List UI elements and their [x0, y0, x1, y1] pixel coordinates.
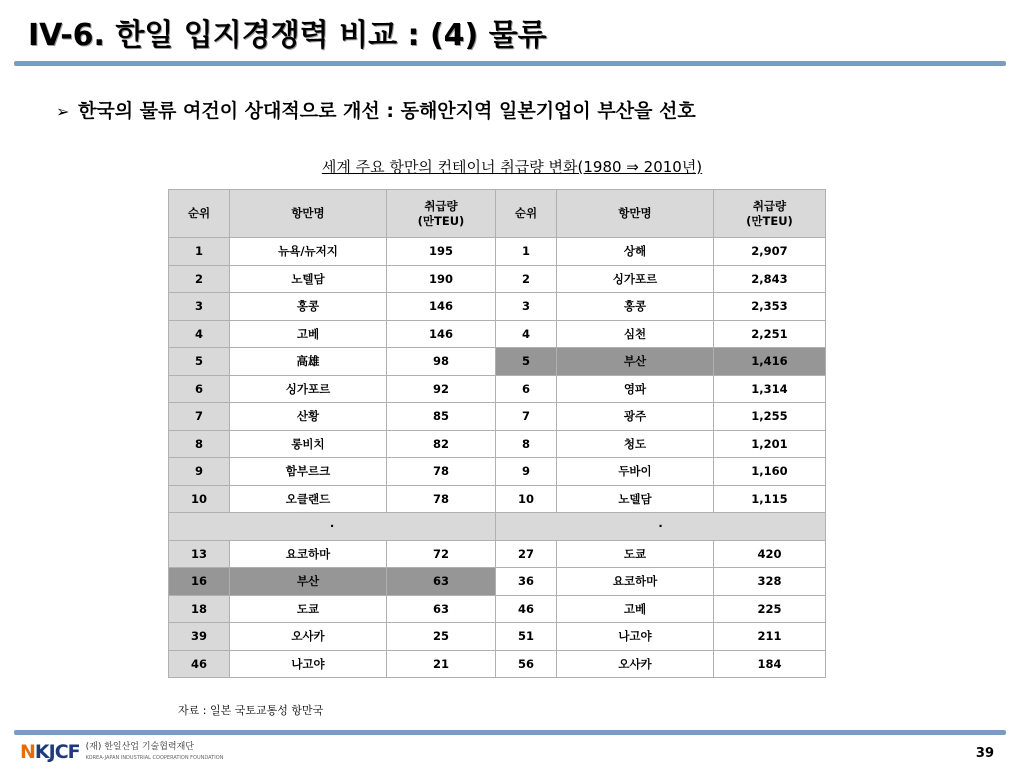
volume-1980-highlighted: 63 — [387, 568, 496, 596]
header-volume-1980: 취급량 (만TEU) — [387, 190, 496, 238]
rank-2010: 10 — [496, 485, 557, 513]
volume-2010: 1,115 — [714, 485, 826, 513]
volume-2010-highlighted: 1,416 — [714, 348, 826, 376]
port-2010: 심천 — [557, 320, 714, 348]
rank-2010: 4 — [496, 320, 557, 348]
header-rank-2010: 순위 — [496, 190, 557, 238]
rank-2010: 46 — [496, 595, 557, 623]
volume-1980: 85 — [387, 403, 496, 431]
bottom-divider — [14, 730, 1006, 735]
header-rank-1980: 순위 — [169, 190, 230, 238]
port-1980: 뉴욕/뉴저지 — [230, 238, 387, 266]
port-1980: 노텔담 — [230, 265, 387, 293]
port-1980: 오사카 — [230, 623, 387, 651]
port-2010: 나고야 — [557, 623, 714, 651]
volume-2010: 1,201 — [714, 430, 826, 458]
bullet-text: 한국의 물류 여건이 상대적으로 개선 : 동해안지역 일본기업이 부산을 선호 — [78, 100, 696, 122]
volume-1980: 63 — [387, 595, 496, 623]
rank-1980: 46 — [169, 650, 230, 678]
volume-1980: 190 — [387, 265, 496, 293]
port-1980: 요코하마 — [230, 540, 387, 568]
rank-1980: 13 — [169, 540, 230, 568]
rank-1980: 9 — [169, 458, 230, 486]
volume-2010: 2,907 — [714, 238, 826, 266]
page-number: 39 — [975, 746, 994, 761]
rank-2010-highlighted: 5 — [496, 348, 557, 376]
port-2010: 영파 — [557, 375, 714, 403]
port-2010: 오사카 — [557, 650, 714, 678]
rank-1980: 7 — [169, 403, 230, 431]
table-caption — [0, 156, 1024, 177]
rank-2010: 56 — [496, 650, 557, 678]
volume-2010: 184 — [714, 650, 826, 678]
table-row — [169, 595, 826, 623]
volume-1980: 78 — [387, 458, 496, 486]
rank-1980: 8 — [169, 430, 230, 458]
port-1980: 롱비치 — [230, 430, 387, 458]
table-row — [169, 540, 826, 568]
rank-1980: 5 — [169, 348, 230, 376]
port-1980: 도쿄 — [230, 595, 387, 623]
caption-paren: (1980 ⇒ 2010년) — [577, 158, 703, 176]
top-divider — [14, 61, 1006, 66]
volume-1980: 78 — [387, 485, 496, 513]
port-2010: 광주 — [557, 403, 714, 431]
volume-1980: 195 — [387, 238, 496, 266]
volume-1980: 25 — [387, 623, 496, 651]
volume-2010: 328 — [714, 568, 826, 596]
port-1980: 싱가포르 — [230, 375, 387, 403]
rank-2010: 36 — [496, 568, 557, 596]
volume-2010: 2,353 — [714, 293, 826, 321]
volume-1980: 92 — [387, 375, 496, 403]
rank-1980: 18 — [169, 595, 230, 623]
bullet-point — [56, 96, 696, 123]
rank-1980: 39 — [169, 623, 230, 651]
logo-mark: NKJCF — [20, 741, 80, 763]
rank-2010: 51 — [496, 623, 557, 651]
table-row — [169, 568, 826, 596]
volume-2010: 1,160 — [714, 458, 826, 486]
port-ranking-table — [168, 189, 826, 678]
rank-2010: 8 — [496, 430, 557, 458]
table-row — [169, 650, 826, 678]
table-row — [169, 320, 826, 348]
ellipsis-2010: · — [496, 513, 826, 541]
header-volume-2010: 취급량 (만TEU) — [714, 190, 826, 238]
rank-1980: 2 — [169, 265, 230, 293]
table-row — [169, 623, 826, 651]
port-1980-highlighted: 부산 — [230, 568, 387, 596]
rank-1980: 1 — [169, 238, 230, 266]
volume-1980: 146 — [387, 320, 496, 348]
port-2010: 요코하마 — [557, 568, 714, 596]
kjcf-logo — [20, 740, 223, 764]
rank-2010: 6 — [496, 375, 557, 403]
slide-title: IV-6. 한일 입지경쟁력 비교 : (4) 물류 — [28, 18, 547, 53]
rank-2010: 27 — [496, 540, 557, 568]
port-1980: 고베 — [230, 320, 387, 348]
table-ellipsis-row — [169, 513, 826, 541]
table-row — [169, 293, 826, 321]
port-1980: 高雄 — [230, 348, 387, 376]
volume-1980: 21 — [387, 650, 496, 678]
rank-1980-highlighted: 16 — [169, 568, 230, 596]
port-2010: 도쿄 — [557, 540, 714, 568]
port-2010: 청도 — [557, 430, 714, 458]
volume-2010: 1,255 — [714, 403, 826, 431]
table-row — [169, 375, 826, 403]
rank-1980: 10 — [169, 485, 230, 513]
table-row — [169, 265, 826, 293]
rank-2010: 1 — [496, 238, 557, 266]
logo-org-name: (재) 한일산업 기술협력재단 KOREA-JAPAN INDUSTRIAL COOPERATION FOUNDATION — [85, 741, 224, 761]
volume-2010: 1,314 — [714, 375, 826, 403]
port-1980: 산황 — [230, 403, 387, 431]
rank-2010: 7 — [496, 403, 557, 431]
source-note: 자료 : 일본 국토교통성 항만국 — [178, 704, 324, 717]
table-row — [169, 430, 826, 458]
rank-1980: 3 — [169, 293, 230, 321]
volume-1980: 72 — [387, 540, 496, 568]
port-1980: 함부르크 — [230, 458, 387, 486]
table-row — [169, 485, 826, 513]
table-row — [169, 348, 826, 376]
header-port-2010: 항만명 — [557, 190, 714, 238]
port-2010: 홍콩 — [557, 293, 714, 321]
port-1980: 오클랜드 — [230, 485, 387, 513]
caption-main: 세계 주요 항만의 컨테이너 취급량 변화 — [321, 158, 578, 176]
volume-2010: 2,843 — [714, 265, 826, 293]
ellipsis-1980: · — [169, 513, 496, 541]
port-2010: 싱가포르 — [557, 265, 714, 293]
rank-1980: 6 — [169, 375, 230, 403]
port-1980: 홍콩 — [230, 293, 387, 321]
volume-1980: 82 — [387, 430, 496, 458]
port-2010: 두바이 — [557, 458, 714, 486]
table-row — [169, 238, 826, 266]
table-header-row — [169, 190, 826, 238]
rank-2010: 2 — [496, 265, 557, 293]
port-1980: 나고야 — [230, 650, 387, 678]
bullet-arrow-icon: ➢ — [56, 102, 70, 121]
table-row — [169, 458, 826, 486]
port-2010: 상해 — [557, 238, 714, 266]
rank-2010: 3 — [496, 293, 557, 321]
rank-1980: 4 — [169, 320, 230, 348]
volume-2010: 420 — [714, 540, 826, 568]
port-2010-highlighted: 부산 — [557, 348, 714, 376]
rank-2010: 9 — [496, 458, 557, 486]
table-row — [169, 403, 826, 431]
volume-2010: 2,251 — [714, 320, 826, 348]
volume-1980: 146 — [387, 293, 496, 321]
port-2010: 노델담 — [557, 485, 714, 513]
volume-2010: 211 — [714, 623, 826, 651]
header-port-1980: 항만명 — [230, 190, 387, 238]
volume-1980: 98 — [387, 348, 496, 376]
volume-2010: 225 — [714, 595, 826, 623]
port-2010: 고베 — [557, 595, 714, 623]
